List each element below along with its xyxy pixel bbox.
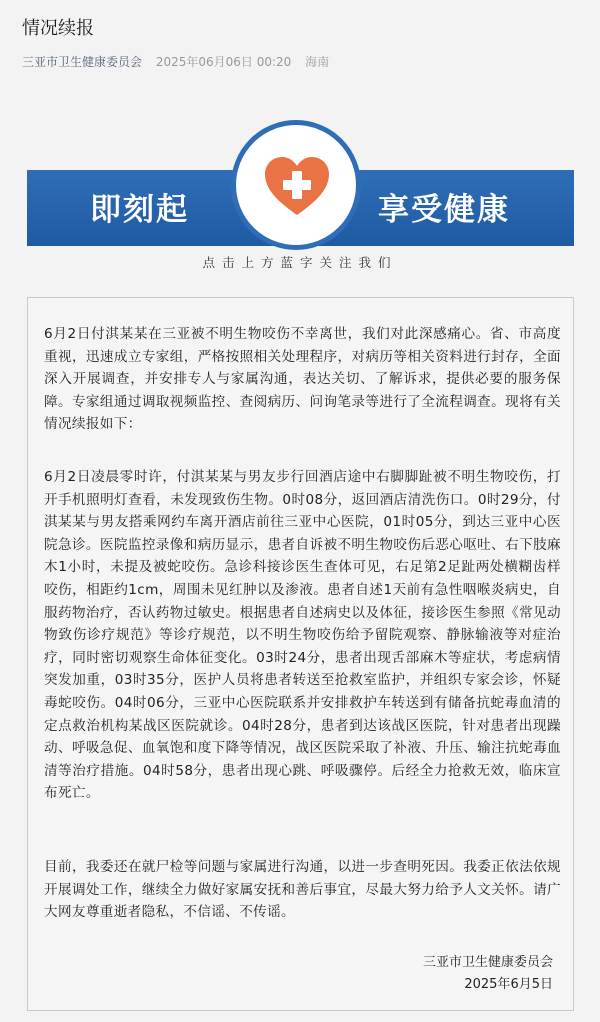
account-name-link[interactable]: 三亚市卫生健康委员会 bbox=[22, 55, 143, 69]
article-body-box bbox=[27, 297, 574, 1011]
paragraph-followup: 目前，我委还在就尸检等问题与家属进行沟通，以进一步查明死因。我委正依法依规开展调处工作，继续全力做好家属安抚和善后事宜，尽最大努力给予人文关怀。请广大网友尊重逝者隐私，不信谣、不传谣。 bbox=[44, 859, 561, 921]
banner-right-text: 享受健康 bbox=[378, 192, 510, 228]
publish-location: 海南 bbox=[305, 55, 330, 69]
signature-org: 三亚市卫生健康委员会 bbox=[422, 955, 553, 970]
heart-cross-icon bbox=[263, 155, 331, 219]
banner-image bbox=[0, 110, 600, 280]
banner-subtitle: 点击上方蓝字关注我们 bbox=[202, 255, 398, 270]
publish-date: 2025年06月06日 00:20 bbox=[155, 55, 292, 69]
paragraph-intro: 6月2日付淇某某在三亚被不明生物咬伤不幸离世，我们对此深感痛心。省、市高度重视，迅速成立专家组，严格按照相关处理程序，对病历等相关资料进行封存，全面深入开展调查，并安排专人与家属沟通，表达关切、了解诉求，提供必要的服务保障。专家组通过调取视频监控、查阅病历、问询笔录等进行了全流程调查。现将有关情况续报如下： bbox=[44, 326, 561, 433]
paragraph-timeline: 6月2日凌晨零时许，付淇某某与男友步行回酒店途中右脚脚趾被不明生物咬伤，打开手机照明灯查看，未发现致伤生物。0时08分，返回酒店清洗伤口。0时29分，付淇某某与男友搭乘网约车离开酒店前往三亚中心医院，01时05分，到达三亚中心医院急诊。医院监控录像和病历显示，患者自诉被不明生物咬伤后恶心呕吐、右下肢麻木1小时，未提及被蛇咬伤。急诊科接诊医生查体可见，右足第2足趾两处横糊齿样咬伤，相距约1cm，周围未见红肿以及渗液。患者自述1天前有急性咽喉炎病史，自服药物治疗，否认药物过敏史。根据患者自述病史以及体征，接诊医生参照《常见动物致伤诊疗规范》等诊疗规范，以不明生物咬伤给予留院观察、静脉输液等对症治疗，同时密切观察生命体征变化。03时24分，患者出现舌部麻木等症状，考虑病情突发加重，03时35分，医护人员将患者转送至抢救室监护，并组织专家会诊，怀疑毒蛇咬伤。04时06分，三亚中心医院联系并安排救护车转送到有储备抗蛇毒血清的定点救治机构某战区医院就诊。04时28分，患者到达该战区医院，针对患者出现躁动、呼吸急促、血氧饱和度下降等情况，战区医院采取了补液、升压、输注抗蛇毒血清等治疗措施。04时58分，患者出现心跳、呼吸骤停。后经全力抢救无效，临床宣布死亡。 bbox=[44, 469, 561, 802]
article-title: 情况续报 bbox=[22, 18, 94, 39]
banner-left-text: 即刻起 bbox=[90, 192, 189, 228]
signature-date: 2025年6月5日 bbox=[464, 977, 553, 992]
signature-block bbox=[423, 952, 553, 996]
article-meta bbox=[22, 53, 329, 70]
